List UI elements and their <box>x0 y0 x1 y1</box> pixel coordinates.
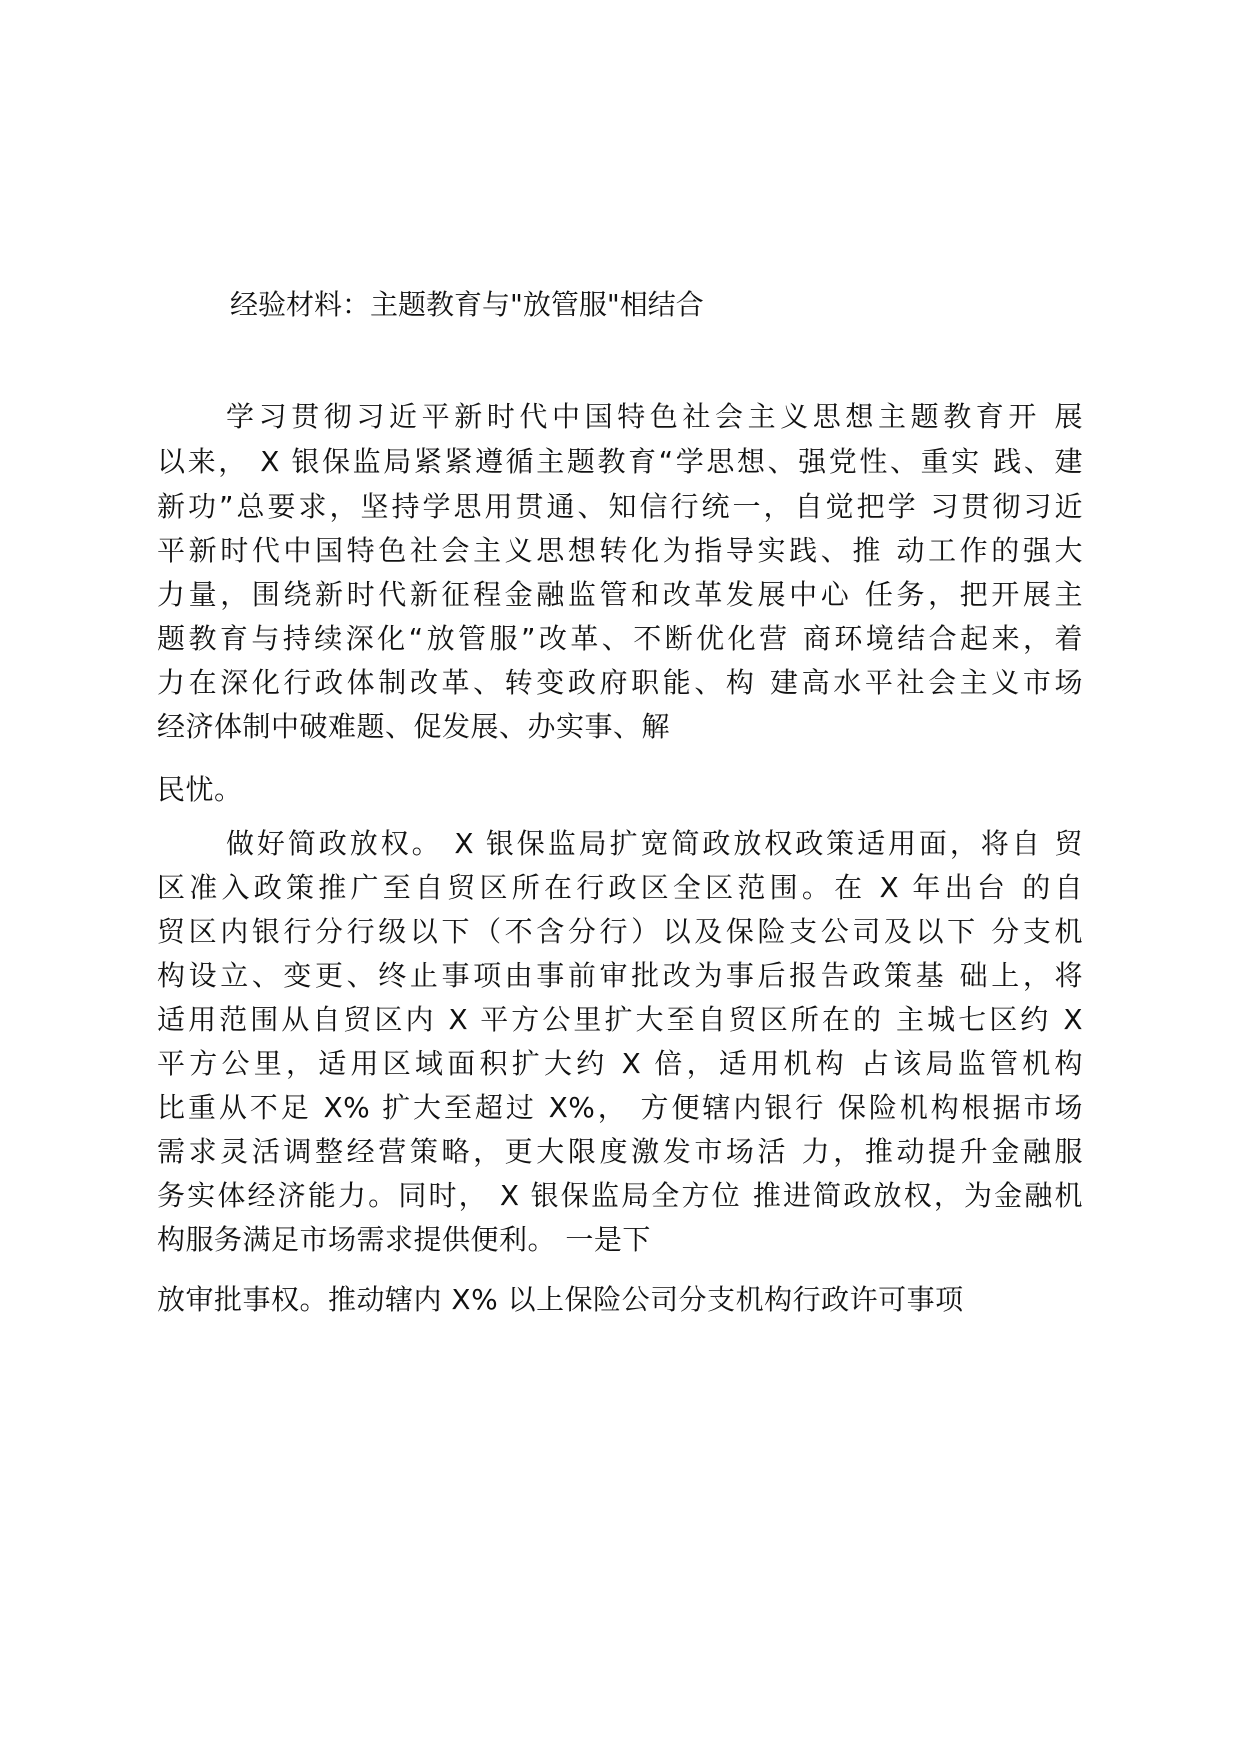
paragraph-2-line: 放审批事权。推动辖内 X% 以上保险公司分支机构行政许可事项 <box>157 1283 964 1316</box>
paragraph-2-line: 做好简政放权。 X 银保监局扩宽简政放权政策适用面，将自 贸 <box>226 827 1083 860</box>
paragraph-1-line: 题教育与持续深化“放管服”改革、不断优化营 商环境结合起来，着 <box>157 622 1083 655</box>
paragraph-2-line: 区准入政策推广至自贸区所在行政区全区范围。在 X 年出台 的自 <box>157 871 1083 904</box>
document-title: 经验材料：主题教育与"放管服"相结合 <box>230 288 704 321</box>
paragraph-2-line: 比重从不足 X% 扩大至超过 X%， 方便辖内银行 保险机构根据市场 <box>157 1091 1083 1124</box>
paragraph-1-line: 平新时代中国特色社会主义思想转化为指导实践、推 动工作的强大 <box>157 534 1083 567</box>
paragraph-1-line: 力在深化行政体制改革、转变政府职能、构 建高水平社会主义市场 <box>157 666 1083 699</box>
paragraph-1-line: 民忧。 <box>157 773 243 806</box>
paragraph-2-line: 平方公里，适用区域面积扩大约 X 倍，适用机构 占该局监管机构 <box>157 1047 1083 1080</box>
paragraph-1-line: 新功”总要求，坚持学思用贯通、知信行统一，自觉把学 习贯彻习近 <box>157 490 1083 523</box>
paragraph-1-line: 以来， X 银保监局紧紧遵循主题教育“学思想、强党性、重实 践、建 <box>157 445 1083 478</box>
paragraph-1-line: 经济体制中破难题、促发展、办实事、解 <box>157 710 671 743</box>
paragraph-1-line: 学习贯彻习近平新时代中国特色社会主义思想主题教育开 展 <box>226 400 1083 433</box>
paragraph-2-line: 务实体经济能力。同时， X 银保监局全方位 推进简政放权，为金融机 <box>157 1179 1083 1212</box>
paragraph-2-line: 构设立、变更、终止事项由事前审批改为事后报告政策基 础上，将 <box>157 959 1083 992</box>
paragraph-2-line: 贸区内银行分行级以下（不含分行）以及保险支公司及以下 分支机 <box>157 915 1083 948</box>
paragraph-2-line: 适用范围从自贸区内 X 平方公里扩大至自贸区所在的 主城七区约 X <box>157 1003 1083 1036</box>
paragraph-1-line: 力量，围绕新时代新征程金融监管和改革发展中心 任务，把开展主 <box>157 578 1083 611</box>
paragraph-2-line: 构服务满足市场需求提供便利。 一是下 <box>157 1223 651 1256</box>
paragraph-2-line: 需求灵活调整经营策略，更大限度激发市场活 力，推动提升金融服 <box>157 1135 1083 1168</box>
